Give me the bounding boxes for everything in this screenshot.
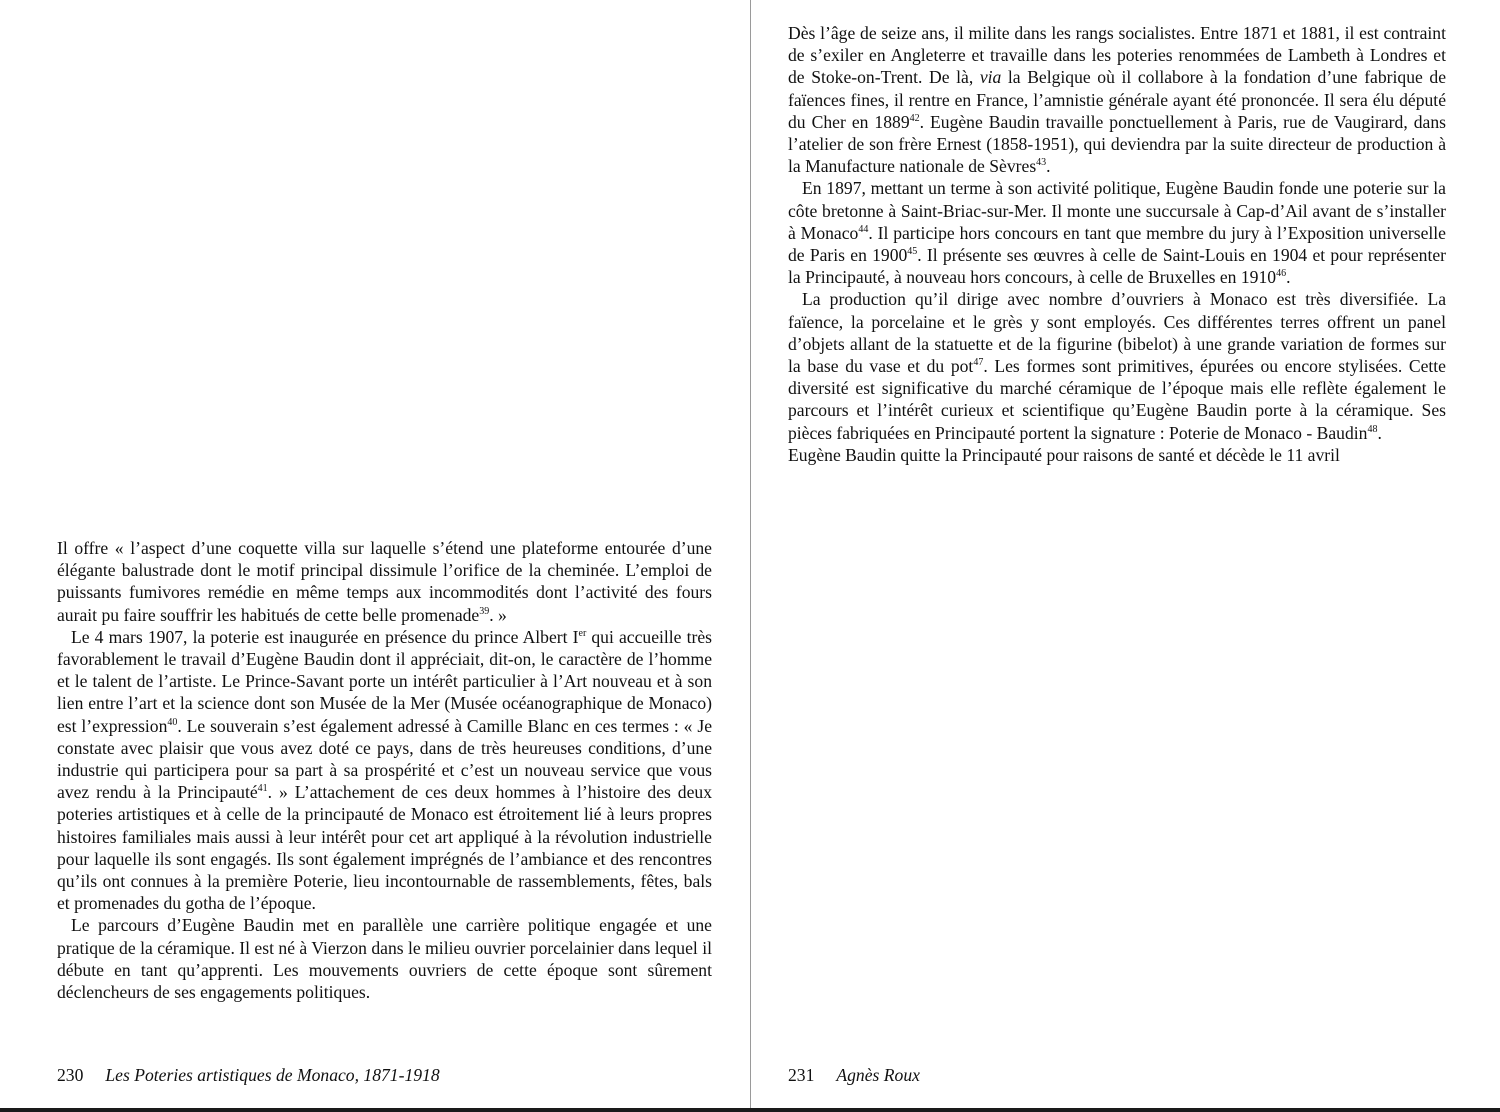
- text-run: . »: [489, 604, 507, 625]
- bottom-edge-rule: [0, 1108, 1500, 1112]
- text-run: Le 4 mars 1907, la poterie est inaugurée en présence du prince Albert I: [71, 626, 579, 647]
- text-run: qui accueille très favorablement le travail d’Eugène Baudin dont il appréciait, dit-on, le caractère de l’homme et le talent de l’artiste. Le Prince-Savant porte un intérêt particulier à l’Art nouveau et à son lien entre l’art et la science dont son Musée de la Mer (Musée océanographique de Monaco) est l’expression: [57, 626, 712, 736]
- text-run: Dès l’âge de seize ans, il milite dans les rangs socialistes. Entre 1871 et 1881, il est contraint de s’exiler en Angleterre et travaille dans les poteries renommées de Lambeth à Londres et de Stoke-on-Trent. De là,: [788, 23, 1446, 88]
- text-run: Le parcours d’Eugène Baudin met en parallèle une carrière politique engagée et une pratique de la céramique. Il est né à Vierzon dans le milieu ouvrier porcelainier dans lequel il débute en tant qu’apprenti. Les mouvements ouvriers de cette époque sont sûrement déclencheurs de ses engagements politiques.: [57, 915, 712, 1003]
- footnote-ref: er: [578, 627, 587, 639]
- footnote-ref: 40: [167, 716, 178, 728]
- text-run: . Il participe hors concours en tant que membre du jury à l’Exposition universelle de Paris en 1900: [788, 222, 1446, 266]
- text-run: Eugène Baudin quitte la Principauté pour raisons de santé et décède le 11 avril: [788, 444, 1340, 465]
- left-page-footer: [57, 1063, 440, 1087]
- footnote-ref: 47: [973, 357, 984, 369]
- text-run: . Eugène Baudin travaille ponctuellement à Paris, rue de Vaugirard, dans l’atelier de son frère Ernest (1858-1951), qui deviendra par la suite directeur de production à la Manufacture nationale de Sèvres: [788, 111, 1446, 177]
- text-run: .: [1286, 267, 1291, 288]
- italic-text: via: [979, 67, 1002, 88]
- text-run: .: [1377, 422, 1382, 443]
- paragraph: [788, 444, 1446, 466]
- left-body-text: [57, 537, 712, 1003]
- text-run: la Belgique où il collabore à la fondation d’une fabrique de faïences fines, il rentre en France, l’amnistie générale ayant été prononcée. Il sera élu député du Cher en 1889: [788, 67, 1447, 132]
- text-run: Il offre « l’aspect d’une coquette villa sur laquelle s’étend une plateforme entourée d’une élégante balustrade dont le motif principal dissimule l’orifice de la cheminée. L’emploi de puissants fumivores remédie en même temps aux incommodités dont l’activité des fours aurait pu faire souffrir les habitués de cette belle promenade: [57, 538, 712, 625]
- footnote-ref: 39: [479, 605, 490, 617]
- text-run: En 1897, mettant un terme à son activité politique, Eugène Baudin fonde une poterie sur la côte bretonne à Saint-Briac-sur-Mer. Il monte une succursale à Cap-d’Ail avant de s’installer à Monaco: [788, 178, 1446, 243]
- text-run: . » L’attachement de ces deux hommes à l’histoire des deux poteries artistiques et à celle de la principauté de Monaco est étroitement lié à leurs propres histoires familiales mais aussi à leur intérêt pour cet art appliqué à la révolution industrielle pour laquelle ils sont engagés. Ils sont également imprégnés de l’ambiance et des rencontres qu’ils ont connues à la première Poterie, lieu incontournable de rassemblements, fêtes, bals et promenades du gotha de l’époque.: [57, 782, 712, 914]
- footnote-ref: 44: [858, 223, 869, 235]
- running-head: Agnès Roux: [836, 1065, 920, 1085]
- footnote-ref: 45: [907, 246, 918, 258]
- paragraph: [57, 626, 712, 915]
- text-run: .: [1046, 156, 1051, 177]
- footnote-ref: 43: [1036, 157, 1047, 169]
- text-run: La production qu’il dirige avec nombre d’ouvriers à Monaco est très diversifiée. La faïence, la porcelaine et le grès y sont employés. Ces différentes terres offrent un panel d’objets allant de la statuette et de la figurine (bibelot) à une grande variation de formes sur la base du vase et du pot: [788, 289, 1446, 377]
- text-run: . Les formes sont primitives, épurées ou encore stylisées. Cette diversité est significative du marché céramique de l’époque mais elle reflète également le parcours et l’intérêt curieux et scientifique qu’Eugène Baudin porte à la céramique. Ses pièces fabriquées en Principauté portent la signature : Poterie de Monaco - Baudin: [788, 356, 1446, 443]
- text-run: . Le souverain s’est également adressé à Camille Blanc en ces termes : « Je constate avec plaisir que vous avez doté ce pays, dans de très heureuses conditions, d’une industrie qui participera pour sa part à sa prospérité et c’est un nouveau service que vous avez rendu à la Principauté: [57, 715, 713, 803]
- paragraph: [788, 288, 1446, 443]
- paragraph: [788, 22, 1446, 177]
- paragraph: [57, 537, 712, 626]
- paragraph: [57, 914, 712, 1003]
- running-head: Les Poteries artistiques de Monaco, 1871-1918: [105, 1065, 440, 1085]
- footnote-ref: 48: [1367, 423, 1378, 435]
- footnote-ref: 42: [909, 112, 920, 124]
- page-number: 231: [788, 1065, 815, 1085]
- footnote-ref: 46: [1276, 268, 1287, 280]
- footnote-ref: 41: [257, 783, 268, 795]
- text-run: . Il présente ses œuvres à celle de Saint-Louis en 1904 et pour représenter la Principauté, à nouveau hors concours, à celle de Bruxelles en 1910: [788, 245, 1446, 288]
- right-page: [751, 0, 1500, 1112]
- right-body-text: [788, 22, 1446, 466]
- page-number: 230: [57, 1065, 84, 1085]
- paragraph: [788, 177, 1446, 288]
- right-page-footer: [788, 1063, 920, 1087]
